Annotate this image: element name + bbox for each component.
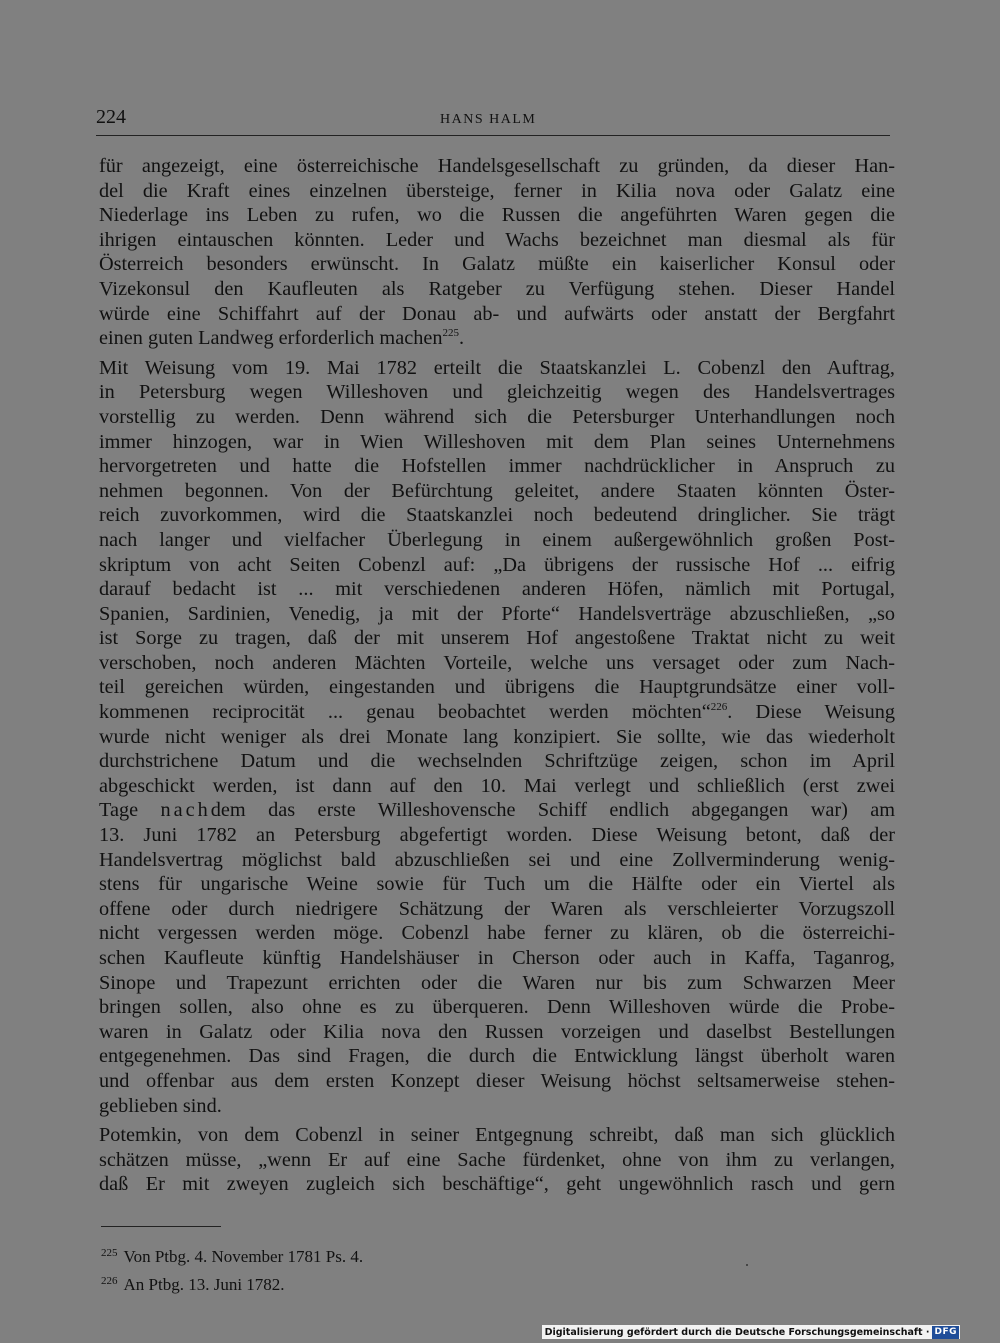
paragraph [99, 1123, 895, 1197]
paragraph [99, 356, 895, 1118]
footnote-number: 225 [101, 1247, 118, 1259]
text-line: daß Er mit zweyen zugleich sich beschäftige“, geht ungewöhnlich rasch und gern [99, 1173, 895, 1196]
text-line: nehmen begonnen. Von der Befürchtung geleitet, andere Staaten könnten Öster- [99, 479, 895, 502]
page-header [96, 106, 890, 134]
text-line: wurde nicht weniger als drei Monate lang konzipiert. Sie sollte, wie das wiederholt [99, 725, 895, 748]
text-line: kommenen reciprocität ... genau beobachtet werden möchten“$^{226}$. Diese Weisung [99, 701, 895, 724]
footnote [101, 1241, 363, 1269]
text-line: darauf bedacht ist ... mit verschiedenen anderen Höfen, nämlich mit Portugal, [99, 578, 895, 601]
banner-text: Digitalisierung gefördert durch die Deutsche Forschungsgemeinschaft · [544, 1326, 930, 1338]
text-line: Niederlage ins Leben zu rufen, wo die Russen die angeführten Waren gegen die [99, 204, 895, 227]
digitization-banner [542, 1325, 960, 1339]
text-line: für angezeigt, eine österreichische Handelsgesellschaft zu gründen, da dieser Han- [99, 155, 895, 177]
footnote-number: 226 [101, 1275, 118, 1287]
text-line: Spanien, Sardinien, Venedig, ja mit der Pforte“ Handelsverträge abzuschließen, „so [99, 602, 895, 625]
text-line: del die Kraft eines einzelnen übersteige, ferner in Kilia nova oder Galatz eine [99, 179, 895, 202]
page-number: 224 [96, 106, 126, 128]
text-line: und offenbar aus dem ersten Konzept dieser Weisung höchst seltsamerweise stehen- [99, 1069, 895, 1092]
text-line: Handelsvertrag möglichst bald abzuschließen sei und eine Zollverminderung wenig- [99, 848, 895, 871]
text-line: verschoben, noch anderen Mächten Vorteile, welche uns versaget oder zum Nach- [99, 651, 895, 674]
scan-speck [746, 1264, 748, 1266]
text-line: waren in Galatz oder Kilia nova den Russen vorzeigen und daselbst Bestellungen [99, 1020, 895, 1043]
text-line: geblieben sind. [99, 1094, 222, 1117]
text-line: schätzen müsse, „wenn Er auf eine Sache fürdenket, ohne von ihm zu verlangen, [99, 1148, 895, 1171]
footnote-rule [101, 1226, 221, 1227]
body-text [99, 154, 895, 1197]
text-line: ihrigen eintauschen könnten. Leder und Wachs bezeichnet man diesmal als für [99, 228, 895, 251]
text-line: Potemkin, von dem Cobenzl in seiner Entgegnung schreibt, daß man sich glücklich [99, 1124, 895, 1147]
footnote-text: An Ptbg. 13. Juni 1782. [123, 1275, 285, 1294]
dfg-logo: DFG [934, 1326, 957, 1337]
text-line: immer hinzogen, war in Wien Willeshoven mit dem Plan seines Unternehmens [99, 430, 895, 453]
text-line: ist Sorge zu tragen, daß der mit unserem Hof angestoßene Traktat nicht zu weit [99, 627, 895, 650]
text-line: nicht vergessen werden möge. Cobenzl habe ferner zu klären, ob die österreichi- [99, 922, 895, 945]
text-line: vorstellig zu werden. Denn während sich die Petersburger Unterhandlungen noch [99, 405, 895, 428]
text-line: offene oder durch niedrigere Schätzung der Waren als verschleierter Vorzugszoll [99, 897, 895, 920]
text-line: bringen sollen, also ohne es zu überqueren. Denn Willeshoven würde die Probe- [99, 996, 895, 1019]
text-line: durchstrichene Datum und die wechselnden Schriftzüge zeigen, schon im April [99, 750, 895, 773]
text-line: hervorgetreten und hatte die Hofstellen immer nachdrücklicher in Anspruch zu [99, 455, 895, 478]
text-line: entgegenehmen. Das sind Fragen, die durch die Entwicklung längst überholt waren [99, 1045, 895, 1068]
text-line: skriptum von acht Seiten Cobenzl auf: „Da übrigens der russische Hof ... eifrig [99, 553, 895, 576]
text-line: Tage nachdem das erste Willeshovensche Schiff endlich abgegangen war) am [99, 799, 895, 822]
text-line: nach langer und vielfacher Überlegung in einem außergewöhnlich großen Post- [99, 528, 895, 551]
text-line: einen guten Landweg erforderlich machen$^{225}$. [99, 327, 465, 350]
header-rule [96, 135, 890, 136]
footnote-ref: 225 [442, 327, 459, 340]
text-line: 13. Juni 1782 an Petersburg abgefertigt worden. Diese Weisung betont, daß der [99, 824, 895, 847]
footnote [101, 1269, 363, 1297]
text-line: abgeschickt werden, ist dann auf den 10. Mai verlegt und schließlich (erst zwei [99, 774, 895, 797]
text-line: schen Kaufleute künftig Handelshäuser in Cherson oder auch in Kaffa, Taganrog, [99, 947, 895, 969]
text-line: teil gereichen würden, eingestanden und übrigens die Hauptgrundsätze einer voll- [99, 676, 895, 699]
text-line: Österreich besonders erwünscht. In Galatz müßte ein kaiserlicher Konsul oder [99, 253, 895, 276]
emphasized-word: nach [160, 799, 211, 822]
text-line: Mit Weisung vom 19. Mai 1782 erteilt die Staatskanzlei L. Cobenzl den Auftrag, [99, 356, 895, 379]
paragraph [99, 154, 895, 351]
text-line: würde eine Schiffahrt auf der Donau ab- und aufwärts oder anstatt der Bergfahrt [99, 302, 895, 325]
footnotes [101, 1241, 363, 1297]
text-line: Sinope und Trapezunt errichten oder die Waren nur bis zum Schwarzen Meer [99, 971, 895, 994]
footnote-text: Von Ptbg. 4. November 1781 Ps. 4. [123, 1247, 364, 1266]
running-head: HANS HALM [440, 112, 537, 127]
text-line: reich zuvorkommen, wird die Staatskanzlei noch bedeutend dringlicher. Sie trägt [99, 504, 895, 527]
text-line: stens für ungarische Weine sowie für Tuch um die Hälfte oder ein Viertel als [99, 873, 895, 896]
text-line: in Petersburg wegen Willeshoven und gleichzeitig wegen des Handelsvertrages [99, 381, 895, 404]
text-line: Vizekonsul den Kaufleuten als Ratgeber zu Verfügung stehen. Dieser Handel [99, 277, 895, 300]
footnote-ref: 226 [710, 701, 728, 714]
